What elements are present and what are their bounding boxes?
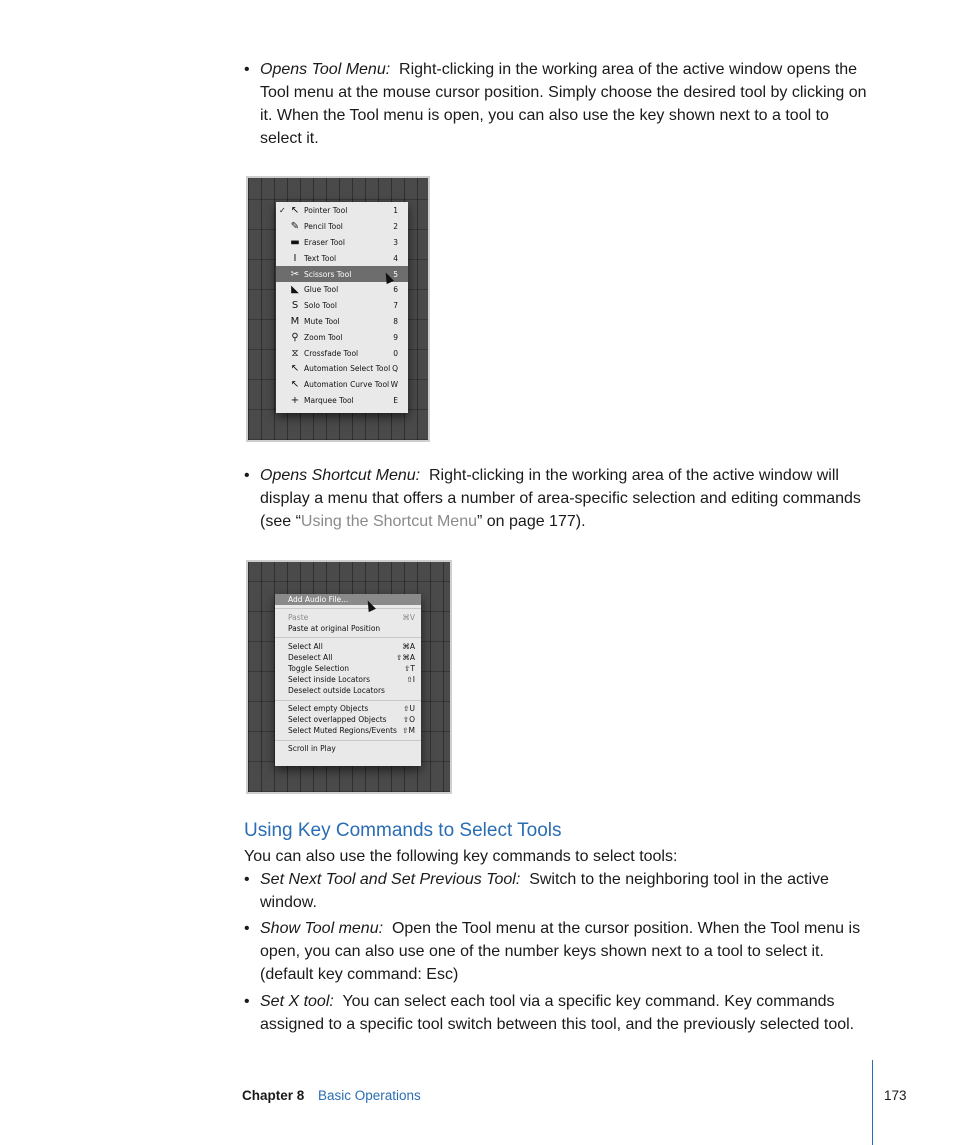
shortcut-menu-item[interactable] — [275, 594, 421, 605]
eraser-icon: ▬ — [290, 236, 300, 248]
bullet-set-x-tool — [244, 990, 874, 1036]
shortcut-menu-item-label: Paste — [288, 612, 309, 622]
bullet-show-tool-menu — [244, 917, 874, 986]
bullet-dot: • — [244, 920, 250, 937]
tool-menu-item-key: 3 — [393, 237, 398, 247]
shortcut-menu-item-label: Select Muted Regions/Events — [288, 726, 397, 736]
scissors-icon: ✂ — [290, 268, 300, 280]
bullet-next-prev-tool — [244, 868, 874, 914]
shortcut-menu-item-key: ⇧U — [403, 704, 415, 713]
tool-menu-item-label: Pointer Tool — [304, 206, 348, 216]
solo-icon: S — [291, 300, 299, 312]
shortcut-menu-item-label: Add Audio File... — [288, 595, 349, 604]
shortcut-menu-item-key: ⇧M — [402, 726, 415, 736]
bullet-term: Set X tool: — [260, 993, 334, 1010]
tool-menu-item[interactable] — [276, 314, 408, 330]
shortcut-menu — [275, 594, 421, 766]
tool-menu-item-label: Zoom Tool — [304, 332, 343, 342]
checkmark-icon: ✓ — [279, 206, 286, 216]
bullet-term: Show Tool menu: — [260, 920, 384, 937]
crossfade-icon: ⧖ — [291, 347, 299, 359]
tool-menu-item-key: 5 — [393, 269, 398, 279]
section-intro: You can also use the following key commands to select tools: — [244, 848, 678, 865]
tool-menu-item-key: 7 — [393, 301, 398, 311]
shortcut-menu-item[interactable] — [275, 641, 421, 652]
tool-menu-item-key: E — [393, 395, 398, 405]
tool-menu-item-label: Crossfade Tool — [304, 348, 359, 358]
shortcut-menu-item[interactable] — [275, 663, 421, 674]
tool-menu-screenshot — [246, 176, 430, 442]
tool-menu-item[interactable] — [276, 329, 408, 345]
footer-divider — [872, 1060, 873, 1145]
bullet-term: Set Next Tool and Set Previous Tool: — [260, 871, 521, 888]
tool-menu-item-label: Automation Select Tool — [304, 364, 391, 374]
tool-menu-item-label: Glue Tool — [304, 285, 339, 295]
shortcut-menu-item-label: Select empty Objects — [288, 704, 369, 713]
tool-menu-item[interactable] — [276, 298, 408, 314]
shortcut-menu-item[interactable] — [275, 725, 421, 736]
zoom-icon: ⚲ — [291, 331, 299, 343]
shortcut-menu-item-label: Paste at original Position — [288, 623, 381, 633]
page-number: 173 — [884, 1088, 907, 1103]
tool-menu-item-key: 1 — [393, 206, 398, 216]
tool-menu-item-key: 2 — [393, 222, 398, 232]
tool-menu-item-label: Automation Curve Tool — [304, 380, 390, 390]
tool-menu-item-label: Solo Tool — [304, 301, 337, 311]
tool-menu-item-key: 8 — [393, 316, 398, 326]
tool-menu-item-label: Scissors Tool — [304, 269, 352, 279]
bullet-term: Opens Shortcut Menu: — [260, 467, 421, 484]
tool-menu-item-label: Mute Tool — [304, 316, 340, 326]
bullet-dot: • — [244, 871, 250, 888]
shortcut-menu-item[interactable] — [275, 685, 421, 696]
shortcut-menu-item-label: Select All — [288, 641, 323, 651]
shortcut-menu-item-key: ⇧T — [404, 663, 415, 673]
tool-menu-item-label: Text Tool — [304, 253, 337, 263]
shortcut-menu-item[interactable] — [275, 652, 421, 663]
tool-menu-item-key: 9 — [393, 332, 398, 342]
mute-icon: M — [290, 315, 300, 327]
text-cursor-icon: I — [293, 252, 297, 264]
bullet-text-after: ” on page 177). — [477, 513, 586, 530]
tool-menu-item-key: Q — [392, 364, 398, 374]
shortcut-menu-item-key: ⌘A — [402, 641, 415, 651]
bullet-text: Switch to the neighboring tool in the active window. — [260, 871, 829, 911]
bullet-text: You can select each tool via a specific key command. Key commands assigned to a specific tool switch between this tool, and the previously selected tool. — [260, 993, 855, 1033]
tool-menu-item[interactable] — [276, 345, 408, 361]
shortcut-menu-item-label: Select overlapped Objects — [288, 715, 387, 725]
pencil-icon: ✎ — [290, 221, 300, 233]
bullet-term: Opens Tool Menu: — [260, 61, 391, 78]
shortcut-menu-item[interactable] — [275, 743, 421, 754]
bullet-dot: • — [244, 467, 250, 484]
shortcut-menu-item — [275, 612, 421, 623]
glue-icon: ◣ — [291, 284, 299, 296]
tool-menu-item-key: 0 — [393, 348, 398, 358]
bullet-text: Right-clicking in the working area of the active window will display a menu that offers a number of area-specific selection and editing commands (see “ — [260, 467, 861, 530]
section-heading: Using Key Commands to Select Tools — [244, 820, 562, 841]
shortcut-menu-link[interactable]: Using the Shortcut Menu — [300, 513, 477, 530]
shortcut-menu-item-label: Deselect outside Locators — [288, 686, 385, 696]
footer-chapter-title[interactable]: Basic Operations — [318, 1088, 421, 1103]
shortcut-menu-item[interactable] — [275, 623, 421, 634]
shortcut-menu-item[interactable] — [275, 674, 421, 685]
tool-menu-item[interactable] — [276, 219, 408, 235]
tool-menu-item[interactable] — [276, 377, 408, 393]
tool-menu — [276, 202, 408, 413]
bullet-shortcut-menu — [244, 464, 874, 533]
bullet-dot: • — [244, 61, 250, 78]
tool-menu-item[interactable] — [276, 361, 408, 377]
automation-curve-icon: ↖ — [290, 379, 300, 391]
pointer-icon: ↖ — [290, 205, 300, 217]
shortcut-menu-item-label: Scroll in Play — [288, 744, 336, 754]
bullet-text: Right-clicking in the working area of the active window opens the Tool menu at the mouse cursor position. Simply choose the desired tool by clicking on it. When the Tool menu is open, you can also use the key shown next to a tool to select it. — [260, 61, 867, 147]
shortcut-menu-screenshot — [246, 560, 452, 794]
automation-select-icon: ↖ — [290, 363, 300, 375]
tool-menu-item[interactable] — [276, 203, 408, 219]
tool-menu-item-label: Pencil Tool — [304, 222, 343, 232]
bullet-text: Open the Tool menu at the cursor position. When the Tool menu is open, you can also use one of the number keys shown next to a tool to select it. (default key command: Esc) — [260, 920, 861, 983]
tool-menu-item[interactable] — [276, 235, 408, 251]
shortcut-menu-item-key: ⇧⌘A — [396, 652, 415, 662]
shortcut-menu-item-label: Select inside Locators — [288, 675, 370, 685]
tool-menu-item-label: Marquee Tool — [304, 395, 354, 405]
tool-menu-item[interactable] — [276, 393, 408, 409]
bullet-dot: • — [244, 993, 250, 1010]
tool-menu-item-key: W — [390, 380, 398, 390]
shortcut-menu-item-key: ⌘V — [402, 612, 415, 622]
tool-menu-item-key: 4 — [393, 253, 398, 263]
shortcut-menu-item-label: Toggle Selection — [288, 663, 350, 673]
tool-menu-item[interactable] — [276, 250, 408, 266]
shortcut-menu-item[interactable] — [275, 703, 421, 714]
shortcut-menu-item-label: Deselect All — [288, 652, 333, 662]
marquee-icon: + — [290, 394, 300, 406]
shortcut-menu-item-key: ⇧O — [402, 715, 415, 725]
tool-menu-item-label: Eraser Tool — [304, 237, 345, 247]
shortcut-menu-item-key: ⇧I — [406, 675, 415, 685]
footer-chapter: Chapter 8 — [242, 1088, 305, 1103]
bullet-tool-menu — [244, 58, 874, 150]
shortcut-menu-item[interactable] — [275, 714, 421, 725]
tool-menu-item-key: 6 — [393, 285, 398, 295]
tool-menu-item[interactable] — [276, 282, 408, 298]
